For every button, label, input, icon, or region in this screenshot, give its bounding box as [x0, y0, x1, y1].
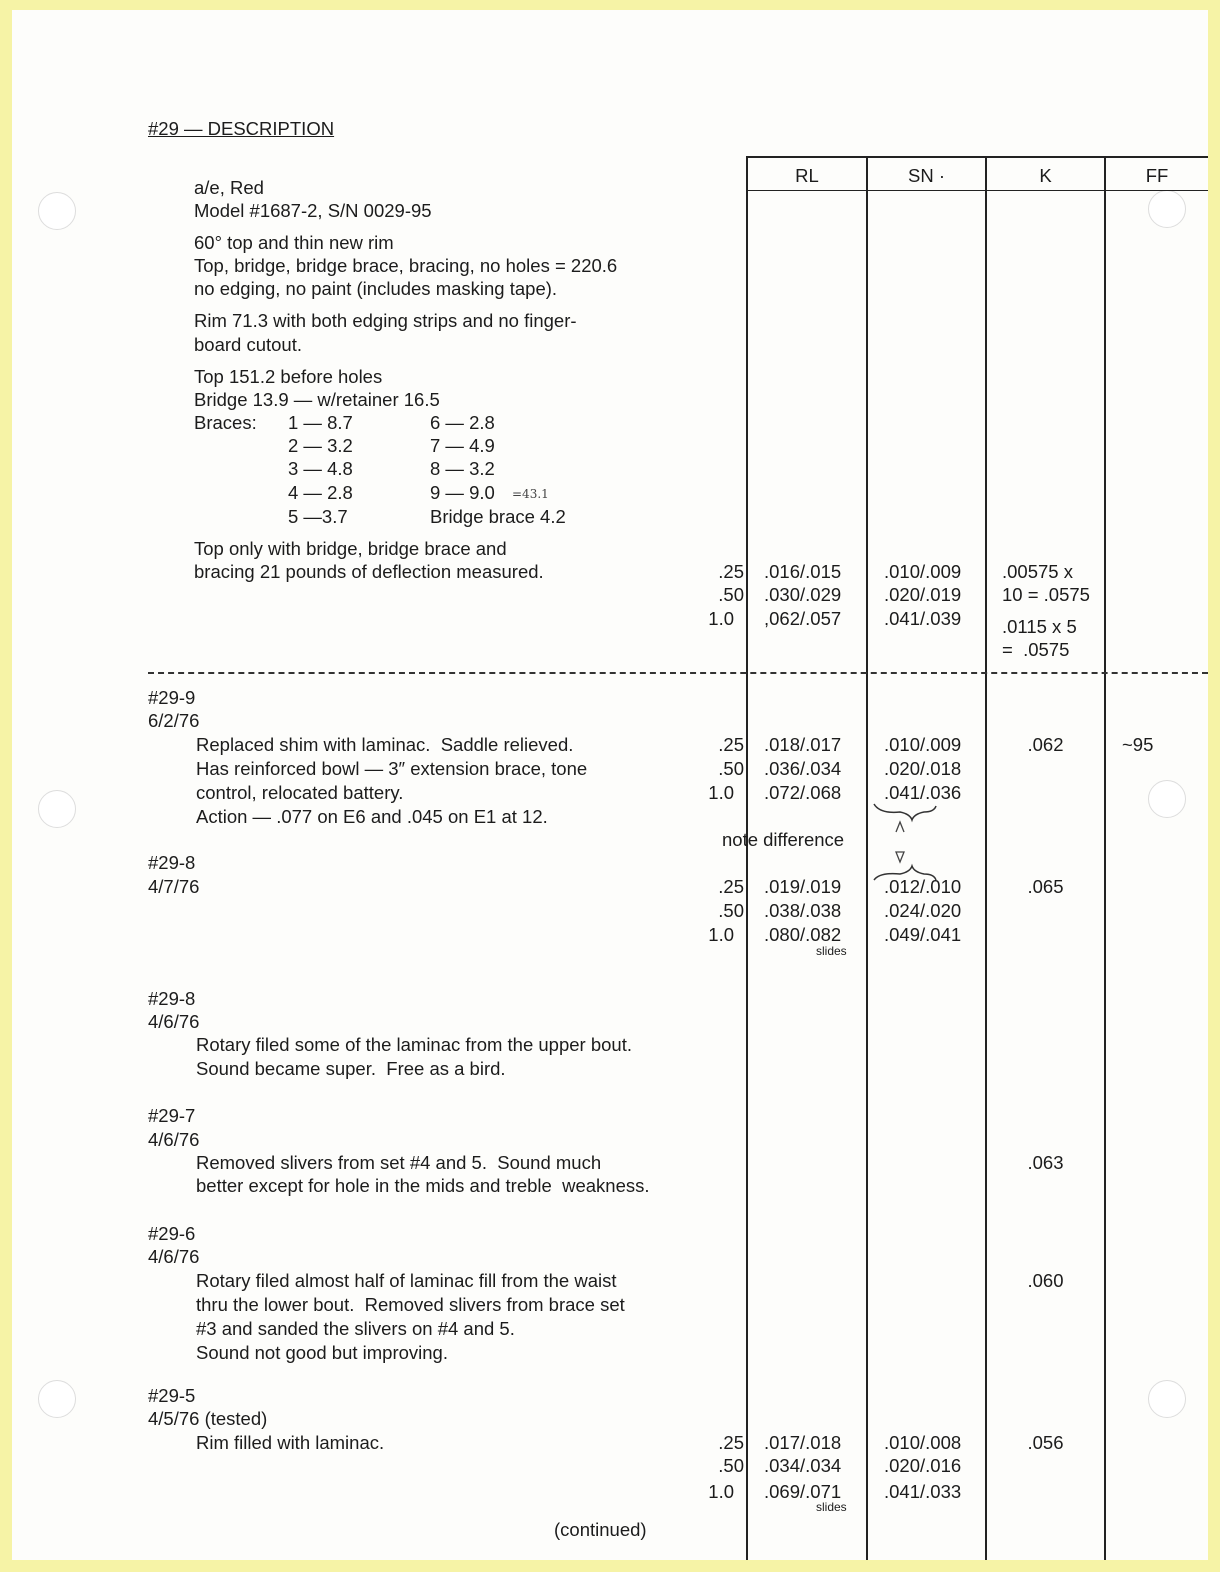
- sn-value: .041/.039: [884, 608, 962, 629]
- column-divider-rl-left: [746, 156, 748, 1560]
- binder-hole-top-right: [1148, 190, 1186, 228]
- section-separator: [148, 672, 1208, 674]
- sn-value: .024/.020: [884, 900, 962, 921]
- entry-note-line: Replaced shim with laminac. Saddle relieved.: [196, 734, 574, 755]
- sn-value: .020/.019: [884, 584, 962, 605]
- rl-value: .019/.019: [764, 876, 842, 897]
- entry-id: #29-6: [148, 1223, 196, 1244]
- k-value: .0115 x 5: [1002, 616, 1077, 637]
- handwritten-brace-total: =43.1: [512, 487, 549, 501]
- entry-id: #29-8: [148, 988, 196, 1009]
- entry-date: 4/6/76: [148, 1246, 200, 1267]
- entry-note-line: thru the lower bout. Removed slivers from brace set: [196, 1294, 625, 1315]
- entry-id: #29-5: [148, 1385, 196, 1406]
- column-divider-k-ff: [1104, 156, 1106, 1560]
- binder-hole-bottom-left: [38, 1380, 76, 1418]
- rl-value: .038/.038: [764, 900, 842, 921]
- brace-value: 2 — 3.2: [288, 435, 353, 456]
- load-value: 1.0: [708, 608, 734, 629]
- page-title: #29 — DESCRIPTION: [148, 118, 335, 139]
- k-value: .060: [1027, 1270, 1064, 1291]
- entry-note-line: control, relocated battery.: [196, 782, 404, 803]
- braces-label: Braces:: [194, 412, 257, 433]
- entry-date: 6/2/76: [148, 710, 200, 731]
- document-page: [12, 10, 1208, 1560]
- binder-hole-mid-right: [1148, 780, 1186, 818]
- description-line: Rim 71.3 with both edging strips and no finger-: [194, 310, 577, 331]
- entry-id: #29-7: [148, 1105, 196, 1126]
- sn-value: .049/.041: [884, 924, 962, 945]
- rl-value: ,062/.057: [764, 608, 842, 629]
- sn-value: .020/.016: [884, 1455, 962, 1476]
- rl-value: .018/.017: [764, 734, 842, 755]
- k-value: .065: [1027, 876, 1064, 897]
- entry-note-line: Has reinforced bowl — 3″ extension brace, tone: [196, 758, 588, 779]
- note-difference-label: note difference: [722, 829, 845, 850]
- k-value: = .0575: [1002, 639, 1070, 660]
- sn-value: .041/.036: [884, 782, 962, 803]
- binder-hole-mid-left: [38, 790, 76, 828]
- sn-value: .020/.018: [884, 758, 962, 779]
- description-line: Top 151.2 before holes: [194, 366, 383, 387]
- binder-hole-top-left: [38, 192, 76, 230]
- entry-date: 4/7/76: [148, 876, 200, 897]
- entry-id: #29-8: [148, 852, 196, 873]
- column-divider-sn-k: [985, 156, 987, 1560]
- entry-note-line: Rotary filed some of the laminac from the upper bout.: [196, 1034, 632, 1055]
- binder-hole-bottom-right: [1148, 1380, 1186, 1418]
- description-line: 60° top and thin new rim: [194, 232, 394, 253]
- description-line: a/e, Red: [194, 177, 264, 198]
- rl-value: .016/.015: [764, 561, 842, 582]
- sn-value: .010/.009: [884, 561, 962, 582]
- k-value: 10 = .0575: [1002, 584, 1090, 605]
- load-value: .25: [718, 1432, 744, 1453]
- rl-value: .069/.071: [764, 1481, 842, 1502]
- description-line: Top, bridge, bridge brace, bracing, no holes = 220.6: [194, 255, 618, 276]
- rl-value: .080/.082: [764, 924, 842, 945]
- load-value: 1.0: [708, 1481, 734, 1502]
- brace-value: 8 — 3.2: [430, 458, 495, 479]
- k-value: .063: [1027, 1152, 1064, 1173]
- sn-value: .012/.010: [884, 876, 962, 897]
- continued-label: (continued): [554, 1519, 647, 1540]
- rl-value: .034/.034: [764, 1455, 842, 1476]
- entry-note-line: Sound not good but improving.: [196, 1342, 448, 1363]
- description-line: Bridge 13.9 — w/retainer 16.5: [194, 389, 440, 410]
- sn-value: .010/.009: [884, 734, 962, 755]
- table-header-rule: [746, 190, 1208, 191]
- load-value: .50: [718, 1455, 744, 1476]
- brace-value: 3 — 4.8: [288, 458, 353, 479]
- load-value: .50: [718, 900, 744, 921]
- load-value: 1.0: [708, 924, 734, 945]
- rl-value: .017/.018: [764, 1432, 842, 1453]
- load-value: 1.0: [708, 782, 734, 803]
- brace-value: 9 — 9.0: [430, 482, 495, 503]
- description-line: bracing 21 pounds of deflection measured.: [194, 561, 544, 582]
- rl-value: .030/.029: [764, 584, 842, 605]
- column-header-rl: RL: [795, 165, 819, 186]
- rl-value: .072/.068: [764, 782, 842, 803]
- load-value: .50: [718, 584, 744, 605]
- k-value: .00575 x: [1002, 561, 1073, 582]
- sn-value: .041/.033: [884, 1481, 962, 1502]
- description-line: Model #1687-2, S/N 0029-95: [194, 200, 432, 221]
- description-line: no edging, no paint (includes masking tape).: [194, 278, 558, 299]
- entry-note-line: Removed slivers from set #4 and 5. Sound much: [196, 1152, 602, 1173]
- column-header-ff: FF: [1145, 165, 1169, 186]
- brace-value: 5 —3.7: [288, 506, 348, 527]
- rl-value: .036/.034: [764, 758, 842, 779]
- brace-value: 4 — 2.8: [288, 482, 353, 503]
- load-value: .50: [718, 758, 744, 779]
- brace-value: 7 — 4.9: [430, 435, 495, 456]
- k-value: .056: [1027, 1432, 1064, 1453]
- brace-value: Bridge brace 4.2: [430, 506, 566, 527]
- entry-note-line: Sound became super. Free as a bird.: [196, 1058, 506, 1079]
- entry-id: #29-9: [148, 687, 196, 708]
- load-value: .25: [718, 876, 744, 897]
- brace-value: 6 — 2.8: [430, 412, 495, 433]
- description-line: Top only with bridge, bridge brace and: [194, 538, 507, 559]
- k-value: .062: [1027, 734, 1064, 755]
- rl-footnote: slides: [816, 944, 847, 958]
- load-value: .25: [718, 734, 744, 755]
- entry-note-line: better except for hole in the mids and treble weakness.: [196, 1175, 650, 1196]
- description-line: board cutout.: [194, 334, 302, 355]
- entry-note-line: #3 and sanded the slivers on #4 and 5.: [196, 1318, 515, 1339]
- entry-note-line: Action — .077 on E6 and .045 on E1 at 12.: [196, 806, 548, 827]
- entry-date: 4/6/76: [148, 1129, 200, 1150]
- column-header-k: K: [1039, 165, 1052, 186]
- rl-footnote: slides: [816, 1500, 847, 1514]
- ff-value: ~95: [1122, 734, 1154, 755]
- column-divider-rl-sn: [866, 156, 868, 1560]
- entry-note-line: Rotary filed almost half of laminac fill from the waist: [196, 1270, 617, 1291]
- sn-value: .010/.008: [884, 1432, 962, 1453]
- entry-date: 4/5/76 (tested): [148, 1408, 268, 1429]
- table-top-rule: [746, 156, 1208, 158]
- brace-value: 1 — 8.7: [288, 412, 353, 433]
- entry-note-line: Rim filled with laminac.: [196, 1432, 385, 1453]
- column-header-sn: SN ·: [908, 165, 945, 186]
- entry-date: 4/6/76: [148, 1011, 200, 1032]
- load-value: .25: [718, 561, 744, 582]
